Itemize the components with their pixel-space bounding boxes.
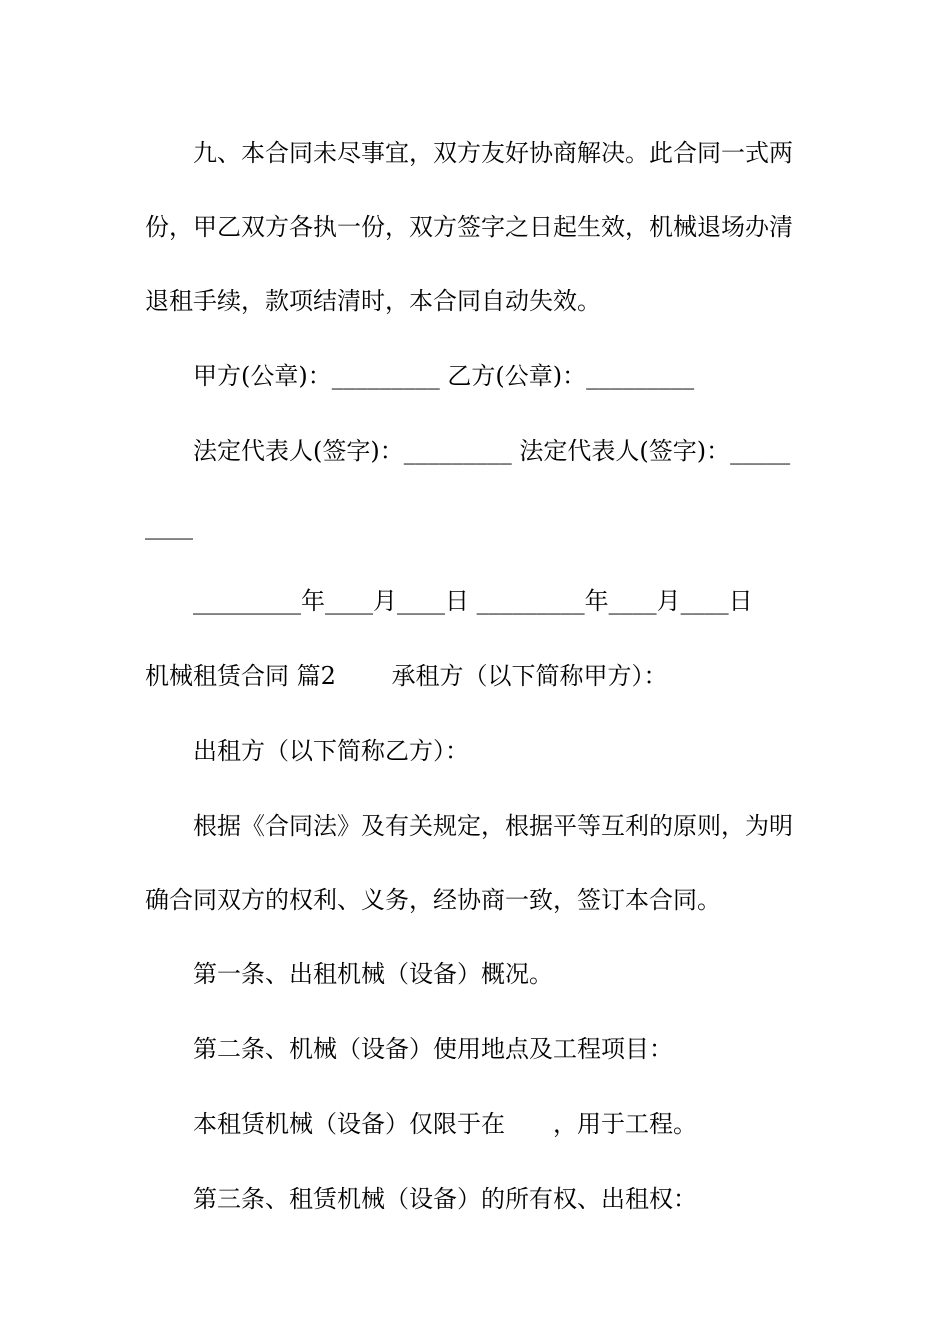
signature-blank-continuation: ____: [145, 512, 193, 540]
article-two-detail: 本租赁机械（设备）仅限于在 ，用于工程。: [193, 1110, 697, 1138]
article-two: 第二条、机械（设备）使用地点及工程项目：: [193, 1035, 673, 1063]
article-one: 第一条、出租机械（设备）概况。: [193, 960, 553, 988]
date-line: _________年____月____日 _________年____月____日: [193, 587, 753, 615]
article-three: 第三条、租赁机械（设备）的所有权、出租权：: [193, 1185, 697, 1213]
lessor-line: 出租方（以下简称乙方）：: [193, 737, 469, 765]
representative-signature-line: 法定代表人(签字)：_________ 法定代表人(签字)：_____: [193, 437, 791, 465]
clause-nine-line-1: 九、本合同未尽事宜，双方友好协商解决。此合同一式两: [193, 139, 793, 167]
preamble-line-1: 根据《合同法》及有关规定，根据平等互利的原则，为明: [193, 812, 793, 840]
section-heading-line: 机械租赁合同 篇2 承租方（以下简称甲方）：: [145, 662, 668, 690]
clause-nine-line-2: 份，甲乙双方各执一份，双方签字之日起生效，机械退场办清: [145, 213, 793, 241]
clause-nine-line-3: 退租手续，款项结清时，本合同自动失效。: [145, 287, 601, 315]
party-seal-line: 甲方(公章)：_________ 乙方(公章)：_________: [193, 362, 695, 390]
preamble-line-2: 确合同双方的权利、义务，经协商一致，签订本合同。: [145, 886, 721, 914]
